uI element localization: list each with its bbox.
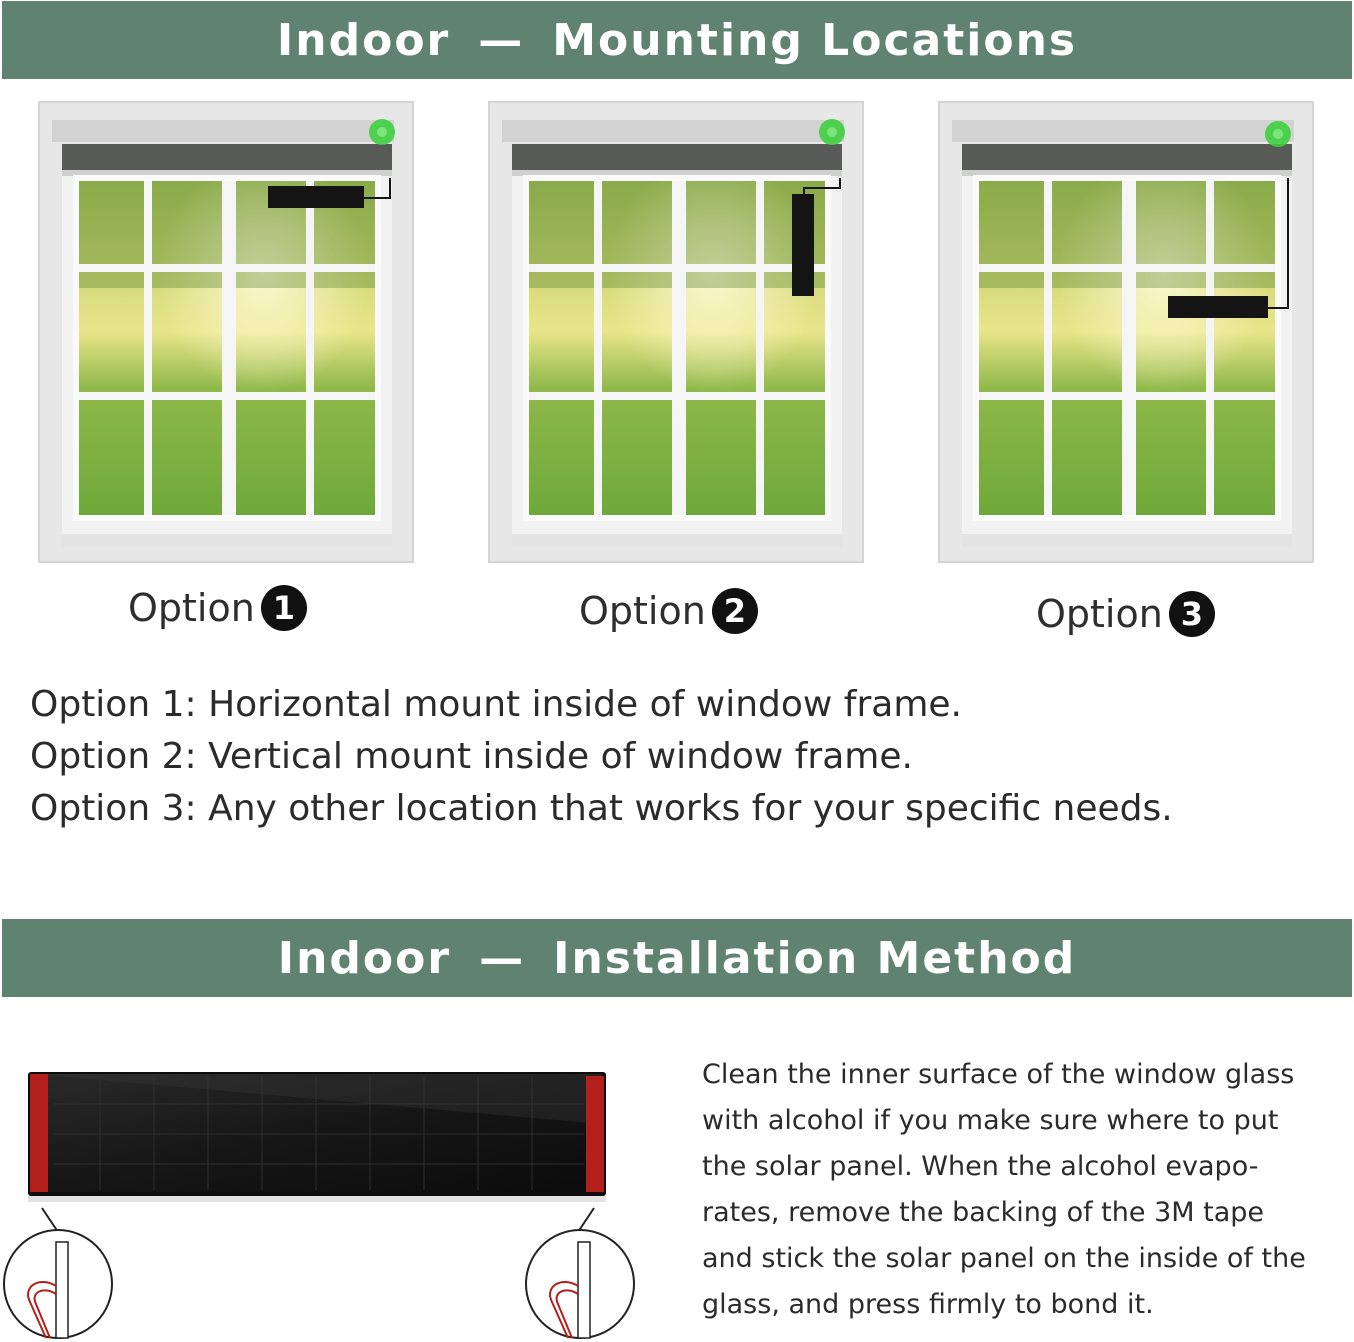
option-number-badge: 1: [261, 585, 307, 631]
installation-method-banner: [2, 919, 1352, 997]
tape-detail-right: [520, 1206, 638, 1342]
instruction-line: glass, and press firmly to bond it.: [702, 1289, 1154, 1320]
banner-title-left: Indoor: [276, 14, 451, 66]
option-1-description: Option 1: Horizontal mount inside of window frame.: [30, 684, 962, 725]
instruction-line: with alcohol if you make sure where to put: [702, 1105, 1279, 1136]
option-2-caption: [579, 588, 758, 634]
window-icon: [486, 98, 866, 566]
option-label: Option: [1036, 592, 1163, 636]
instruction-line: Clean the inner surface of the window glass: [702, 1059, 1295, 1090]
banner-title-dash: —: [479, 932, 526, 984]
option-2-description: Option 2: Vertical mount inside of window frame.: [30, 736, 913, 777]
window-icon: [36, 98, 416, 566]
option-3-caption: [1036, 591, 1215, 637]
installation-instructions: [702, 1052, 1342, 1328]
tape-detail-icon: [0, 1206, 118, 1342]
option-label: Option: [579, 589, 706, 633]
window-icon: [936, 98, 1316, 566]
option-3-description: Option 3: Any other location that works for your specific needs.: [30, 788, 1173, 829]
option-label: Option: [128, 586, 255, 630]
instruction-line: rates, remove the backing of the 3M tape: [702, 1197, 1265, 1228]
window-option-1-image: [36, 98, 416, 566]
window-option-3-image: [936, 98, 1316, 566]
solar-panel-image: [24, 1064, 614, 1204]
banner-title-right: Mounting Locations: [552, 14, 1078, 66]
solar-panel-icon: [24, 1064, 614, 1204]
banner-title-dash: —: [478, 14, 525, 66]
banner-title-right: Installation Method: [553, 932, 1077, 984]
instruction-line: and stick the solar panel on the inside of the: [702, 1243, 1306, 1274]
banner-title-left: Indoor: [277, 932, 452, 984]
tape-detail-left: [0, 1206, 118, 1342]
option-number-badge: 2: [712, 588, 758, 634]
instruction-line: the solar panel. When the alcohol evapo-: [702, 1151, 1259, 1182]
mounting-locations-banner: [2, 1, 1352, 79]
tape-detail-icon: [520, 1206, 638, 1342]
option-number-badge: 3: [1169, 591, 1215, 637]
window-option-2-image: [486, 98, 866, 566]
option-1-caption: [128, 585, 307, 631]
